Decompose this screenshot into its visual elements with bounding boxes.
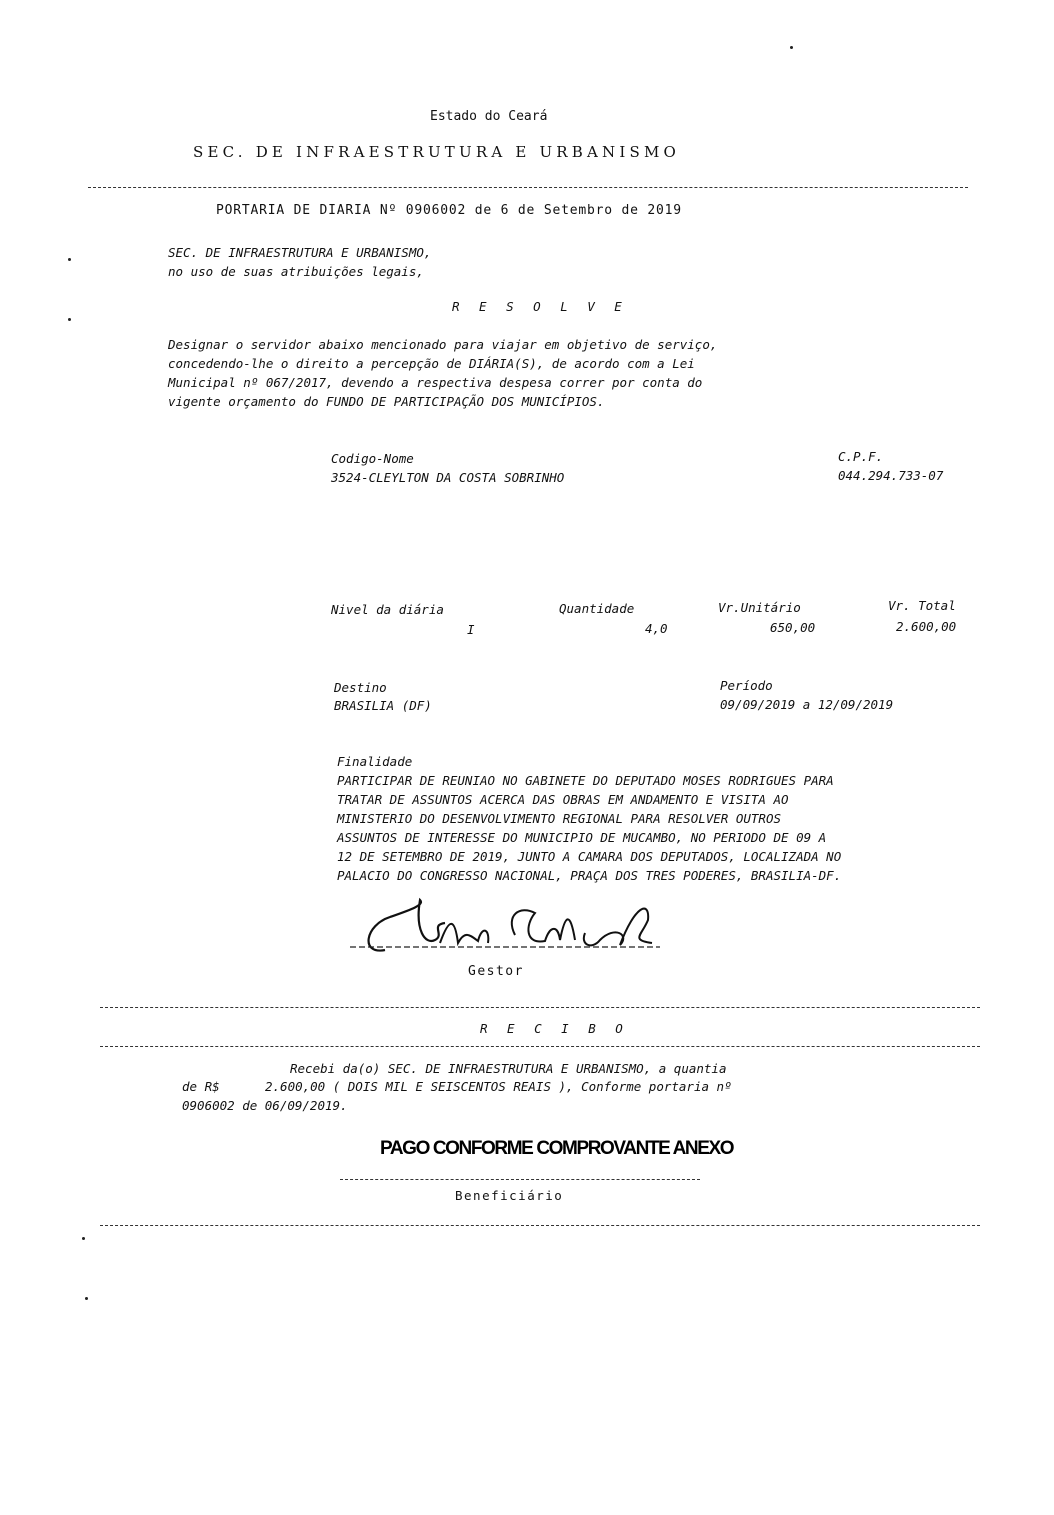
recibo-line-2: 2.600,00 ( DOIS MIL E SEISCENTOS REAIS ), Conforme portaria nº (265, 1079, 732, 1094)
periodo-label: Período (720, 678, 773, 693)
footer-divider (100, 1225, 980, 1226)
destino-value: BRASILIA (DF) (334, 698, 432, 713)
scan-speck (68, 318, 71, 321)
beneficiario-label: Beneficiário (455, 1188, 564, 1203)
destino-label: Destino (334, 680, 387, 695)
beneficiario-line (340, 1179, 700, 1180)
finalidade-line-5: 12 DE SETEMBRO DE 2019, JUNTO A CAMARA DOS DEPUTADOS, LOCALIZADA NO (337, 849, 842, 864)
unitario-value: 650,00 (770, 620, 816, 635)
recibo-bottom-divider (100, 1046, 980, 1047)
finalidade-line-6: PALACIO DO CONGRESSO NACIONAL, PRAÇA DOS TRES PODERES, BRASILIA-DF. (337, 868, 842, 883)
finalidade-line-2: TRATAR DE ASSUNTOS ACERCA DAS OBRAS EM ANDAMENTO E VISITA AO (337, 792, 789, 807)
total-label: Vr. Total (888, 598, 956, 613)
body-line-2: concedendo-lhe o direito a percepção de DIÁRIA(S), de acordo com a Lei (168, 356, 695, 371)
total-value: 2.600,00 (896, 619, 957, 634)
code-name-value: 3524-CLEYLTON DA COSTA SOBRINHO (331, 470, 565, 485)
finalidade-line-3: MINISTERIO DO DESENVOLVIMENTO REGIONAL PARA RESOLVER OUTROS (337, 811, 782, 826)
scan-speck (85, 1297, 88, 1300)
intro-line-1: SEC. DE INFRAESTRUTURA E URBANISMO, (168, 245, 432, 260)
recibo-line-3: 0906002 de 06/09/2019. (182, 1098, 348, 1113)
periodo-value: 09/09/2019 a 12/09/2019 (720, 697, 894, 712)
body-line-1: Designar o servidor abaixo mencionado para viajar em objetivo de serviço, (168, 337, 718, 352)
quantidade-label: Quantidade (559, 601, 635, 616)
secretariat-title: SEC. DE INFRAESTRUTURA E URBANISMO (193, 143, 681, 161)
finalidade-line-1: PARTICIPAR DE REUNIAO NO GABINETE DO DEPUTADO MOSES RODRIGUES PARA (337, 773, 834, 788)
resolve-heading: R E S O L V E (452, 299, 628, 314)
nivel-value: I (467, 622, 475, 637)
gestor-signature (330, 895, 670, 965)
recibo-line-1: Recebi da(o) SEC. DE INFRAESTRUTURA E URBANISMO, a quantia (290, 1061, 727, 1076)
body-line-4: vigente orçamento do FUNDO DE PARTICIPAÇÃO DOS MUNICÍPIOS. (168, 394, 605, 409)
unitario-label: Vr.Unitário (718, 600, 801, 615)
recibo-title: R E C I B O (480, 1021, 629, 1036)
state-name: Estado do Ceará (430, 109, 548, 124)
intro-line-2: no uso de suas atribuições legais, (168, 264, 424, 279)
paid-stamp: PAGO CONFORME COMPROVANTE ANEXO (380, 1138, 734, 1159)
scan-speck (82, 1237, 85, 1240)
portaria-title: PORTARIA DE DIARIA Nº 0906002 de 6 de Setembro de 2019 (216, 203, 682, 218)
nivel-label: Nivel da diária (331, 602, 444, 617)
header-divider (88, 187, 968, 188)
recibo-top-divider (100, 1007, 980, 1008)
finalidade-label: Finalidade (337, 754, 413, 769)
gestor-label: Gestor (468, 964, 524, 979)
finalidade-line-4: ASSUNTOS DE INTERESSE DO MUNICIPIO DE MUCAMBO, NO PERIODO DE 09 A (337, 830, 827, 845)
recibo-currency: de R$ (182, 1079, 220, 1094)
code-name-label: Codigo-Nome (331, 451, 414, 466)
body-line-3: Municipal nº 067/2017, devendo a respectiva despesa correr por conta do (168, 375, 703, 390)
scan-speck (68, 258, 71, 261)
cpf-value: 044.294.733-07 (838, 468, 944, 483)
cpf-label: C.P.F. (838, 449, 884, 464)
quantidade-value: 4,0 (645, 621, 668, 636)
scan-speck (790, 46, 793, 49)
